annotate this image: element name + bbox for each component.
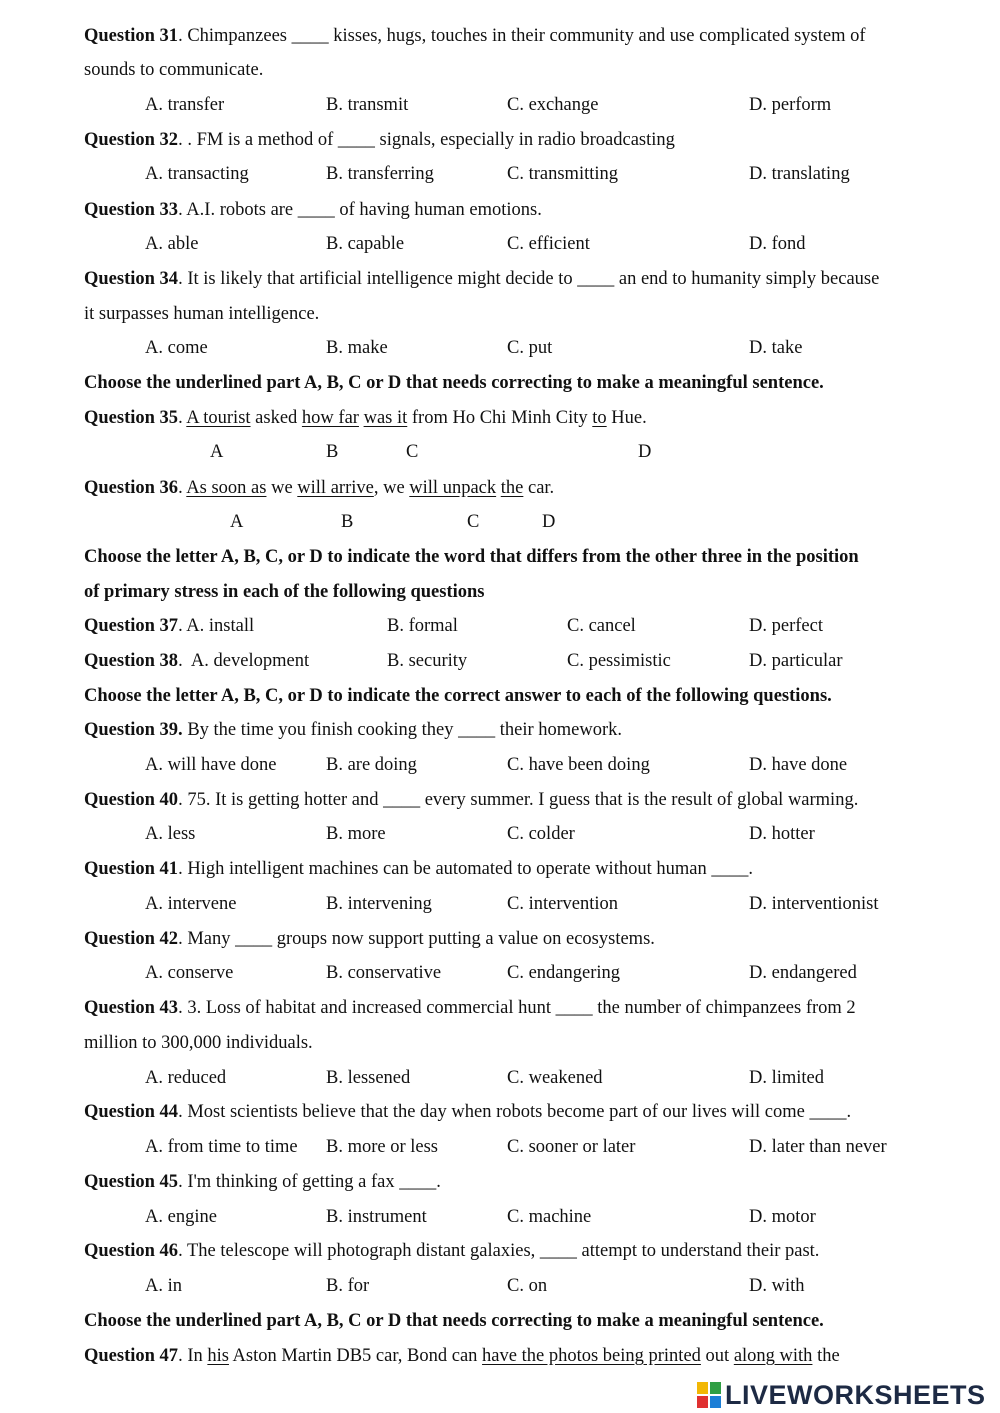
underlined-part-b: will arrive bbox=[297, 478, 374, 498]
underlined-part-c: along with bbox=[733, 1346, 813, 1366]
question-label: Question 32 bbox=[84, 130, 179, 150]
option-b[interactable]: B. lessened bbox=[326, 1068, 411, 1088]
option-c[interactable]: C. on bbox=[507, 1276, 548, 1296]
option-a[interactable]: A. will have done bbox=[145, 755, 277, 775]
option-d[interactable]: D. with bbox=[749, 1276, 805, 1296]
option-a[interactable]: A. conserve bbox=[145, 963, 234, 983]
question-text: out bbox=[700, 1346, 734, 1366]
question-31-continued: sounds to communicate. bbox=[84, 60, 264, 80]
question-text: Hue. bbox=[606, 408, 647, 428]
question-label: Question 42 bbox=[84, 929, 179, 949]
option-c[interactable]: C. put bbox=[507, 338, 553, 358]
question-label: Question 47 bbox=[84, 1346, 179, 1366]
option-d[interactable]: D. take bbox=[749, 338, 803, 358]
option-d[interactable]: D. interventionist bbox=[749, 894, 879, 914]
question-47 bbox=[84, 1344, 840, 1368]
underlined-part-a: A tourist bbox=[186, 408, 251, 428]
question-42 bbox=[84, 927, 655, 951]
option-d[interactable]: D. later than never bbox=[749, 1137, 887, 1157]
option-c[interactable]: C. pessimistic bbox=[567, 651, 671, 671]
underlined-part-a: his bbox=[207, 1346, 229, 1366]
option-b[interactable]: B. formal bbox=[387, 616, 458, 636]
question-text: we bbox=[266, 478, 298, 498]
mark-d[interactable]: D bbox=[542, 512, 556, 532]
liveworksheets-logo-icon bbox=[697, 1382, 721, 1408]
option-d[interactable]: D. hotter bbox=[749, 824, 815, 844]
option-d[interactable]: D. perform bbox=[749, 95, 832, 115]
question-label: Question 44 bbox=[84, 1102, 179, 1122]
option-b[interactable]: B. capable bbox=[326, 234, 405, 254]
underlined-part-c: was it bbox=[363, 408, 408, 428]
question-34-continued: it surpasses human intelligence. bbox=[84, 304, 320, 324]
mark-a[interactable]: A bbox=[230, 512, 244, 532]
question-label: Question 35 bbox=[84, 408, 179, 428]
section-heading-stress-continued: of primary stress in each of the following questions bbox=[84, 582, 485, 602]
option-c[interactable]: C. efficient bbox=[507, 234, 590, 254]
question-text: . bbox=[178, 408, 187, 428]
question-text: . Chimpanzees ____ kisses, hugs, touches in their community and use complicated system of bbox=[178, 26, 866, 46]
question-label: Question 46 bbox=[84, 1241, 179, 1261]
question-text: . It is likely that artificial intelligence might decide to ____ an end to humanity simply because bbox=[178, 269, 880, 289]
option-a[interactable]: . A. development bbox=[178, 651, 310, 671]
logo-tile bbox=[710, 1382, 721, 1394]
mark-a[interactable]: A bbox=[210, 442, 224, 462]
option-b[interactable]: B. conservative bbox=[326, 963, 442, 983]
question-text: . I'm thinking of getting a fax ____. bbox=[178, 1172, 441, 1192]
option-a[interactable]: A. transacting bbox=[145, 164, 249, 184]
option-c[interactable]: C. machine bbox=[507, 1207, 592, 1227]
question-label: Question 36 bbox=[84, 478, 179, 498]
question-label: Question 33 bbox=[84, 200, 179, 220]
option-d[interactable]: D. have done bbox=[749, 755, 848, 775]
option-a[interactable]: A. able bbox=[145, 234, 199, 254]
option-c[interactable]: C. cancel bbox=[567, 616, 636, 636]
question-46 bbox=[84, 1239, 819, 1263]
question-text: . A.I. robots are ____ of having human emotions. bbox=[178, 200, 542, 220]
question-40 bbox=[84, 788, 858, 812]
option-b[interactable]: B. make bbox=[326, 338, 388, 358]
liveworksheets-logo bbox=[697, 1380, 986, 1410]
mark-c[interactable]: C bbox=[467, 512, 480, 532]
option-c[interactable]: C. transmitting bbox=[507, 164, 618, 184]
section-heading-correct-answer: Choose the letter A, B, C, or D to indicate the correct answer to each of the following questions. bbox=[84, 686, 832, 706]
question-label: Question 39. bbox=[84, 720, 183, 740]
question-text: . bbox=[178, 478, 187, 498]
option-a[interactable]: A. in bbox=[145, 1276, 182, 1296]
section-heading-stress: Choose the letter A, B, C, or D to indicate the word that differs from the other three in the position bbox=[84, 547, 859, 567]
question-text: , we bbox=[373, 478, 410, 498]
question-text: . Most scientists believe that the day when robots become part of our lives will come ____. bbox=[178, 1102, 852, 1122]
question-label: Question 34 bbox=[84, 269, 179, 289]
mark-d[interactable]: D bbox=[638, 442, 652, 462]
question-38 bbox=[84, 649, 309, 673]
question-43 bbox=[84, 996, 856, 1020]
question-32 bbox=[84, 128, 675, 152]
option-c[interactable]: C. colder bbox=[507, 824, 575, 844]
question-44 bbox=[84, 1100, 851, 1124]
section-heading-error-correction-2: Choose the underlined part A, B, C or D that needs correcting to make a meaningful sentence. bbox=[84, 1311, 824, 1331]
question-31 bbox=[84, 24, 866, 48]
question-text: . Many ____ groups now support putting a value on ecosystems. bbox=[178, 929, 655, 949]
question-43-continued: million to 300,000 individuals. bbox=[84, 1033, 313, 1053]
question-label: Question 41 bbox=[84, 859, 179, 879]
underlined-part-b: have the photos being printed bbox=[482, 1346, 701, 1366]
question-text: from Ho Chi Minh City bbox=[407, 408, 593, 428]
logo-text: LIVEWORKSHEETS bbox=[725, 1379, 986, 1410]
question-text: asked bbox=[250, 408, 302, 428]
mark-b[interactable]: B bbox=[341, 512, 354, 532]
option-c[interactable]: C. endangering bbox=[507, 963, 621, 983]
question-text: the bbox=[812, 1346, 840, 1366]
option-b[interactable]: B. are doing bbox=[326, 755, 417, 775]
question-34 bbox=[84, 267, 879, 291]
option-d[interactable]: D. translating bbox=[749, 164, 850, 184]
option-d[interactable]: D. perfect bbox=[749, 616, 823, 636]
option-a[interactable]: A. engine bbox=[145, 1207, 217, 1227]
option-b[interactable]: B. transferring bbox=[326, 164, 434, 184]
option-a[interactable]: A. transfer bbox=[145, 95, 225, 115]
option-a[interactable]: A. less bbox=[145, 824, 196, 844]
logo-tile bbox=[710, 1396, 721, 1408]
question-text: . 3. Loss of habitat and increased commercial hunt ____ the number of chimpanzees from 2 bbox=[178, 998, 856, 1018]
logo-tile bbox=[697, 1382, 708, 1394]
option-d[interactable]: D. limited bbox=[749, 1068, 825, 1088]
question-36 bbox=[84, 476, 554, 500]
question-35 bbox=[84, 406, 647, 430]
option-b[interactable]: B. transmit bbox=[326, 95, 409, 115]
option-a[interactable]: . A. install bbox=[178, 616, 255, 636]
question-text: car. bbox=[523, 478, 555, 498]
question-label: Question 37 bbox=[84, 616, 179, 636]
question-39 bbox=[84, 718, 622, 742]
logo-tile bbox=[697, 1396, 708, 1408]
option-b[interactable]: B. for bbox=[326, 1276, 370, 1296]
question-41 bbox=[84, 857, 753, 881]
question-text: . High intelligent machines can be automated to operate without human ____. bbox=[178, 859, 753, 879]
question-45 bbox=[84, 1170, 441, 1194]
option-c[interactable]: C. exchange bbox=[507, 95, 599, 115]
underlined-part-d: the bbox=[500, 478, 524, 498]
option-c[interactable]: C. have been doing bbox=[507, 755, 650, 775]
question-label: Question 31 bbox=[84, 26, 179, 46]
question-text: . 75. It is getting hotter and ____ every summer. I guess that is the result of global warming. bbox=[178, 790, 859, 810]
question-text: . In bbox=[178, 1346, 208, 1366]
option-d[interactable]: D. endangered bbox=[749, 963, 857, 983]
question-text: Aston Martin DB5 car, Bond can bbox=[228, 1346, 483, 1366]
question-label: Question 45 bbox=[84, 1172, 179, 1192]
option-b[interactable]: B. intervening bbox=[326, 894, 432, 914]
underlined-part-b: how far bbox=[301, 408, 359, 428]
question-label: Question 40 bbox=[84, 790, 179, 810]
underlined-part-d: to bbox=[592, 408, 607, 428]
question-37 bbox=[84, 614, 254, 638]
section-heading-error-correction: Choose the underlined part A, B, C or D that needs correcting to make a meaningful sentence. bbox=[84, 373, 824, 393]
option-b[interactable]: B. more bbox=[326, 824, 386, 844]
option-c[interactable]: C. intervention bbox=[507, 894, 618, 914]
option-c[interactable]: C. sooner or later bbox=[507, 1137, 636, 1157]
question-33 bbox=[84, 198, 542, 222]
option-b[interactable]: B. instrument bbox=[326, 1207, 427, 1227]
underlined-part-a: As soon as bbox=[186, 478, 267, 498]
option-b[interactable]: B. security bbox=[387, 651, 468, 671]
option-d[interactable]: D. fond bbox=[749, 234, 806, 254]
question-label: Question 38 bbox=[84, 651, 179, 671]
mark-c[interactable]: C bbox=[406, 442, 419, 462]
option-a[interactable]: A. from time to time bbox=[145, 1137, 298, 1157]
option-a[interactable]: A. come bbox=[145, 338, 208, 358]
question-text: . . FM is a method of ____ signals, especially in radio broadcasting bbox=[178, 130, 675, 150]
underlined-part-c: will unpack bbox=[409, 478, 497, 498]
mark-b[interactable]: B bbox=[326, 442, 339, 462]
question-text: By the time you finish cooking they ____ their homework. bbox=[182, 720, 622, 740]
option-d[interactable]: D. particular bbox=[749, 651, 843, 671]
option-a[interactable]: A. intervene bbox=[145, 894, 237, 914]
option-b[interactable]: B. more or less bbox=[326, 1137, 439, 1157]
option-d[interactable]: D. motor bbox=[749, 1207, 816, 1227]
option-c[interactable]: C. weakened bbox=[507, 1068, 603, 1088]
question-text: . The telescope will photograph distant galaxies, ____ attempt to understand their past. bbox=[178, 1241, 820, 1261]
question-label: Question 43 bbox=[84, 998, 179, 1018]
option-a[interactable]: A. reduced bbox=[145, 1068, 227, 1088]
